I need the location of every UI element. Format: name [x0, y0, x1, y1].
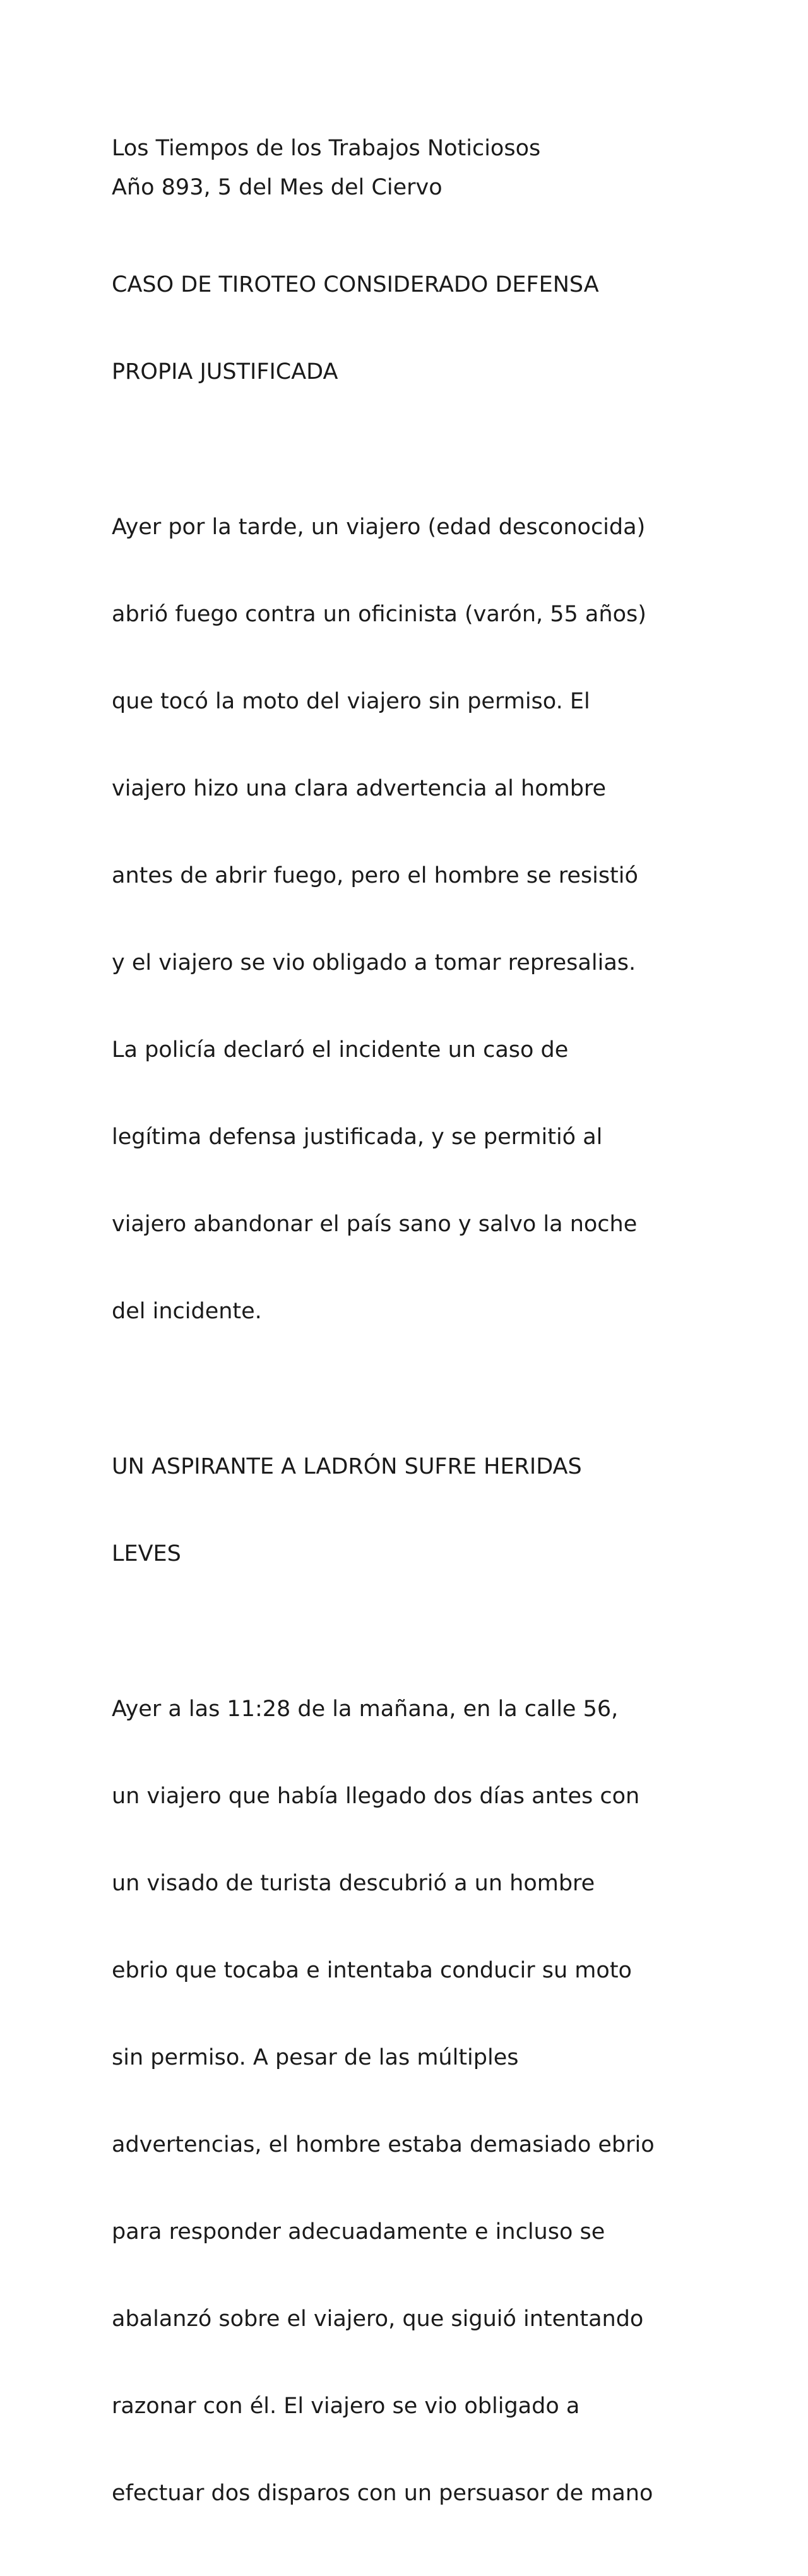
body-line: antes de abrir fuego, pero el hombre se resistió — [112, 863, 638, 888]
body-line: y el viajero se vio obligado a tomar represalias. — [112, 950, 636, 975]
body-line: viajero abandonar el país sano y salvo la noche — [112, 1212, 638, 1237]
body-line: un visado de turista descubrió a un hombre — [112, 1871, 595, 1896]
article-headline — [112, 212, 705, 444]
article-headline — [112, 1394, 705, 1626]
article-body — [112, 1637, 705, 2566]
headline-line: UN ASPIRANTE A LADRÓN SUFRE HERIDAS — [112, 1454, 582, 1479]
body-line: ebrio que tocaba e intentaba conducir su moto — [112, 1958, 632, 1983]
body-line: legítima defensa justificada, y se permitió al — [112, 1124, 603, 1150]
headline-line: CASO DE TIROTEO CONSIDERADO DEFENSA — [112, 272, 599, 297]
body-line: efectuar dos disparos con un persuasor de mano — [112, 2481, 653, 2506]
body-line: abalanzó sobre el viajero, que siguió intentando — [112, 2306, 644, 2332]
body-line: advertencias, el hombre estaba demasiado ebrio — [112, 2132, 655, 2157]
article-2 — [112, 1394, 705, 2566]
body-line: viajero hizo una clara advertencia al hombre — [112, 776, 607, 801]
issue-date: Año 893, 5 del Mes del Ciervo — [112, 175, 443, 200]
headline-line: PROPIA JUSTIFICADA — [112, 359, 338, 385]
body-line: Ayer a las 11:28 de la mañana, en la calle 56, — [112, 1696, 619, 1722]
body-line: Ayer por la tarde, un viajero (edad desconocida) — [112, 515, 646, 540]
body-line: razonar con él. El viajero se vio obligado a — [112, 2394, 580, 2419]
body-line: para responder adecuadamente e incluso se — [112, 2219, 605, 2245]
article-1 — [112, 212, 705, 1384]
headline-line: LEVES — [112, 1541, 181, 1566]
body-line: abrió fuego contra un oficinista (varón, 55 años) — [112, 602, 646, 627]
article-body — [112, 455, 705, 1384]
body-line: del incidente. — [112, 1299, 262, 1324]
body-line: un viajero que había llegado dos días antes con — [112, 1784, 640, 1809]
body-line: La policía declaró el incidente un caso de — [112, 1037, 569, 1063]
newspaper-name: Los Tiempos de los Trabajos Noticiosos — [112, 136, 541, 161]
body-line: que tocó la moto del viajero sin permiso. El — [112, 689, 590, 714]
body-line: sin permiso. A pesar de las múltiples — [112, 2045, 519, 2070]
document-page — [112, 134, 705, 2576]
